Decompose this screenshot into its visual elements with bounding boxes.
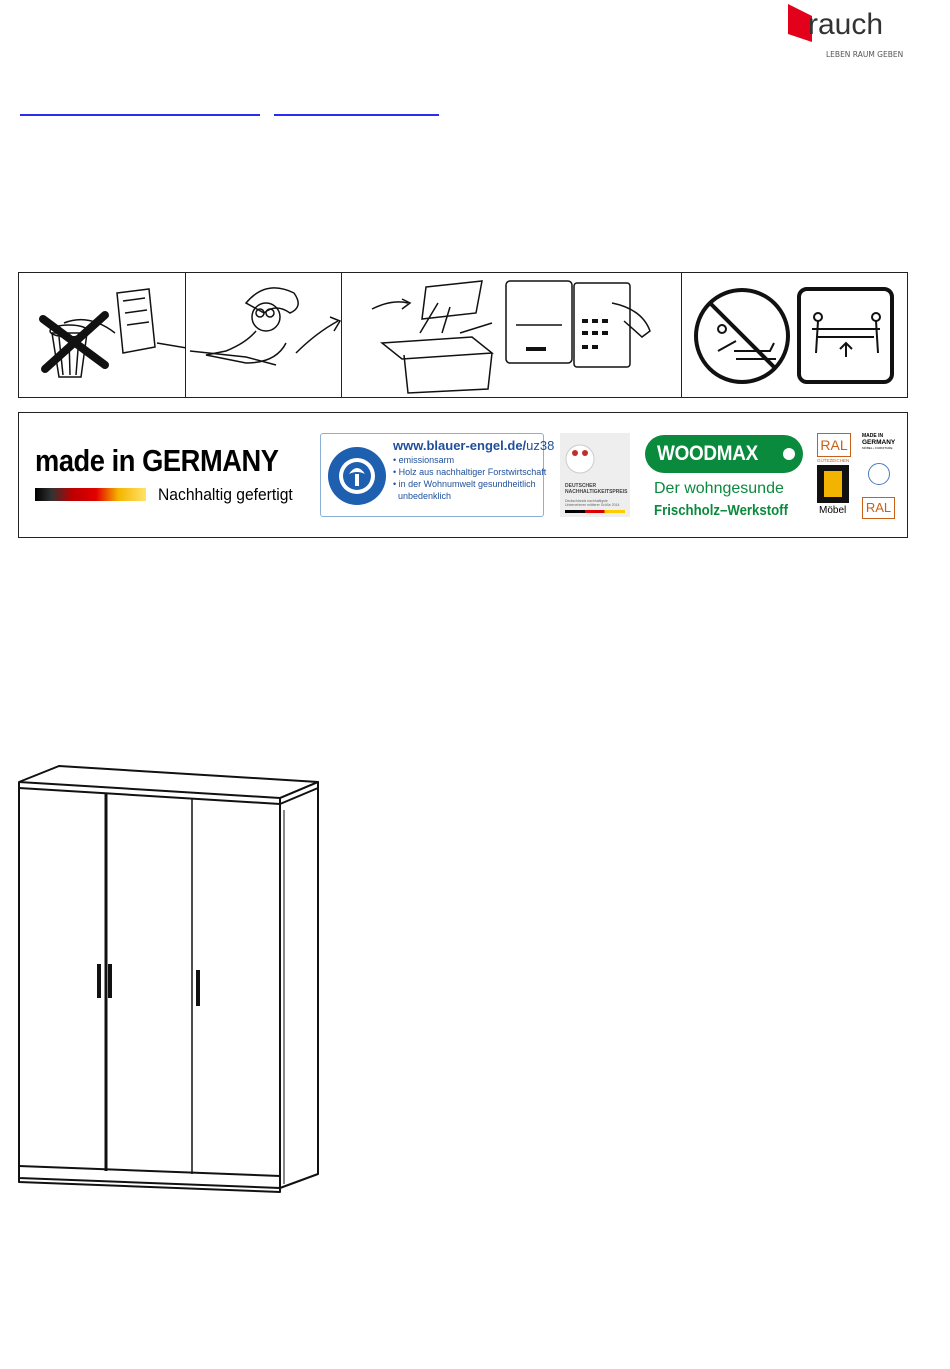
- carry-not-push-icon: [682, 273, 908, 397]
- brand-tagline: LEBEN RAUM GEBEN: [826, 50, 904, 59]
- instructions-strip: [18, 272, 908, 398]
- blauer-engel-badge: [320, 433, 555, 517]
- woodmax-wordmark: WOODMAX: [657, 442, 759, 465]
- ral-label-2: RAL: [862, 497, 895, 519]
- nachhaltigkeitspreis-badge: [560, 433, 630, 517]
- award-flag-bar: [565, 510, 625, 513]
- award-title-2: NACHHALTIGKEITSPREIS: [565, 489, 628, 495]
- germany-furniture-badge: [862, 433, 895, 519]
- instruction-read-manual: [186, 273, 342, 397]
- blauer-engel-url-main: www.blauer-engel.de/: [393, 438, 527, 453]
- wardrobe-illustration: [14, 760, 324, 1200]
- ral-moebel-badge: [817, 433, 851, 519]
- ral-m-icon: [817, 465, 849, 503]
- germany-badge-seal-icon: [868, 463, 890, 485]
- list-item: • in der Wohnumwelt gesundheitlich: [393, 479, 536, 489]
- list-item: • Holz aus nachhaltiger Forstwirtschaft: [393, 467, 547, 477]
- award-sub-2: Unternehmen mittlerer Größe 2014: [565, 503, 620, 507]
- made-in-germany-subtitle: Nachhaltig gefertigt: [158, 485, 293, 504]
- ral-moebel-label: Möbel: [819, 505, 847, 516]
- germany-badge-line2: GERMANY: [862, 439, 896, 446]
- header-link-2[interactable]: [274, 114, 439, 116]
- germany-badge-line1: MADE IN: [862, 433, 884, 439]
- header-link-1[interactable]: [20, 114, 260, 116]
- list-item: • emissionsarm: [393, 455, 455, 465]
- blauer-engel-logo-icon: [327, 440, 389, 510]
- brand-name: rauch: [808, 8, 884, 41]
- blauer-engel-url[interactable]: [393, 438, 554, 453]
- germany-color-bar: [35, 488, 146, 501]
- instruction-file-manual: [342, 273, 682, 397]
- certification-banner: [18, 412, 908, 538]
- award-sub-1: Deutschlands nachhaltigste: [565, 499, 608, 503]
- award-title-1: DEUTSCHER: [565, 483, 597, 489]
- instruction-carry-furniture: [682, 273, 908, 397]
- woodmax-line-1: Der wohngesunde: [654, 480, 784, 497]
- instruction-keep-manual: [19, 273, 186, 397]
- woodmax-logo: [645, 435, 803, 473]
- filing-documents-icon: [342, 273, 682, 397]
- made-in-germany-title: made in GERMANY: [35, 443, 279, 478]
- three-door-wardrobe-drawing: [14, 760, 324, 1200]
- germany-badge-line3: MÖBEL • FURNITURE: [862, 446, 893, 450]
- blauer-engel-bullets: [393, 454, 546, 502]
- no-trash-icon: [19, 273, 186, 397]
- ral-subtitle: GÜTEZEICHEN: [817, 458, 850, 463]
- person-reading-icon: [186, 273, 342, 397]
- award-face-icon: [560, 433, 630, 481]
- ral-label: RAL: [817, 433, 851, 457]
- woodmax-dot-icon: [783, 448, 795, 460]
- rauch-logo: [786, 2, 910, 60]
- blauer-engel-url-code: uz38: [526, 438, 555, 453]
- woodmax-line-2: Frischholz–Werkstoff: [654, 502, 788, 519]
- list-item: unbedenklich: [398, 491, 452, 501]
